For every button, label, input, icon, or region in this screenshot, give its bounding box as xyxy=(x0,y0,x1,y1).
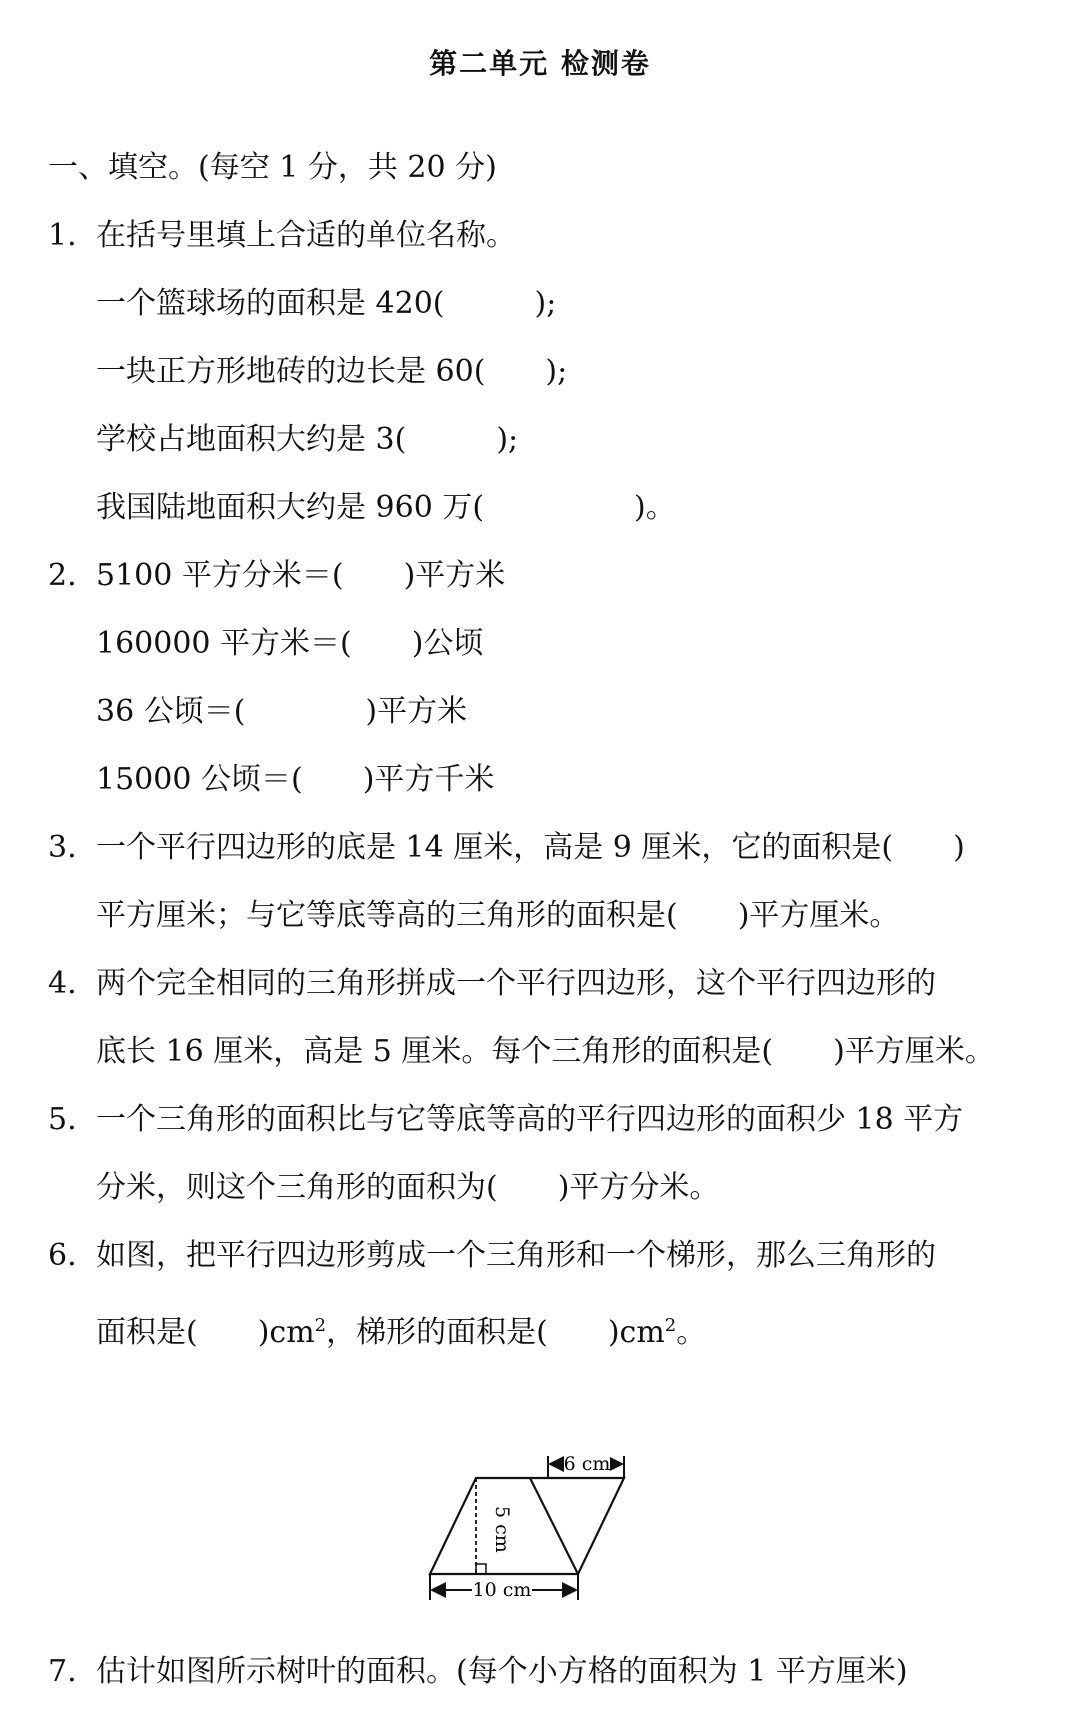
question-number: 1. xyxy=(48,218,77,253)
item-text: 学校占地面积大约是 3( xyxy=(96,422,407,457)
q1-item-b xyxy=(96,352,567,392)
q2-item-c xyxy=(96,692,467,732)
bottom-dimension-label: 10 cm xyxy=(472,1579,532,1601)
question-text: 两个完全相同的三角形拼成一个平行四边形，这个平行四边形的 xyxy=(96,966,936,1001)
superscript: 2 xyxy=(664,1315,677,1336)
q2-item-b xyxy=(96,624,483,664)
q1-item-d xyxy=(96,488,676,528)
question-text: 面积是( xyxy=(96,1315,198,1350)
q2-item-d xyxy=(96,760,494,800)
question-text: )cm xyxy=(257,1315,315,1350)
top-dimension-label: 6 cm xyxy=(563,1453,611,1475)
question-4-line-2 xyxy=(96,1032,995,1072)
item-text: 160000 平方米＝( xyxy=(96,626,352,661)
item-text: ); xyxy=(534,286,557,321)
item-text: ); xyxy=(496,422,519,457)
question-5 xyxy=(48,1100,963,1140)
q1-item-c xyxy=(96,420,518,460)
question-text: 估计如图所示树叶的面积。(每个小方格的面积为 1 平方厘米) xyxy=(96,1654,908,1689)
page-title: 第二单元 检测卷 xyxy=(429,47,651,80)
item-text: )平方米 xyxy=(403,558,506,593)
question-6 xyxy=(48,1236,936,1276)
question-4 xyxy=(48,964,936,1004)
question-number: 4. xyxy=(48,966,77,1001)
question-number: 7. xyxy=(48,1654,77,1689)
question-text: ) xyxy=(953,830,965,865)
question-text: ，梯形的面积是( xyxy=(326,1315,548,1350)
question-6-line-2 xyxy=(96,1306,706,1353)
question-text: 。 xyxy=(676,1315,707,1350)
question-text: )平方分米。 xyxy=(557,1170,720,1205)
cut-line xyxy=(530,1478,578,1574)
question-7 xyxy=(48,1652,908,1692)
q1-item-a xyxy=(96,284,556,324)
question-text: )平方厘米。 xyxy=(833,1034,995,1069)
section-heading: 一、填空。(每空 1 分，共 20 分) xyxy=(48,150,497,185)
question-5-line-2 xyxy=(96,1168,719,1208)
question-number: 6. xyxy=(48,1238,77,1273)
parallelogram-figure xyxy=(426,1448,656,1604)
question-text: 一个平行四边形的底是 14 厘米，高是 9 厘米，它的面积是( xyxy=(96,830,894,865)
question-number: 3. xyxy=(48,830,77,865)
question-number: 2. xyxy=(48,558,77,593)
question-text: )cm xyxy=(607,1315,665,1350)
question-text: 在括号里填上合适的单位名称。 xyxy=(96,218,516,253)
item-text: )平方米 xyxy=(365,694,468,729)
question-text: 如图，把平行四边形剪成一个三角形和一个梯形，那么三角形的 xyxy=(96,1238,936,1273)
item-text: 15000 公顷＝( xyxy=(96,762,303,797)
height-label: 5 cm xyxy=(491,1506,513,1553)
question-1 xyxy=(48,216,516,256)
item-text: )平方千米 xyxy=(362,762,495,797)
question-number: 5. xyxy=(48,1102,77,1137)
question-3 xyxy=(48,828,965,868)
item-text: )。 xyxy=(634,490,676,525)
item-text: 5100 平方分米＝( xyxy=(96,558,344,593)
question-3-line-2 xyxy=(96,896,899,936)
item-text: )公顷 xyxy=(411,626,484,661)
question-text: 分米，则这个三角形的面积为( xyxy=(96,1170,498,1205)
question-text: 底长 16 厘米，高是 5 厘米。每个三角形的面积是( xyxy=(96,1034,774,1069)
item-text: 一个篮球场的面积是 420( xyxy=(96,286,445,321)
parallelogram-outline xyxy=(430,1478,624,1574)
question-text: )平方厘米。 xyxy=(737,898,900,933)
item-text: 我国陆地面积大约是 960 万( xyxy=(96,490,485,525)
item-text: 36 公顷＝( xyxy=(96,694,246,729)
question-text: 一个三角形的面积比与它等底等高的平行四边形的面积少 18 平方 xyxy=(96,1102,964,1137)
item-text: 一块正方形地砖的边长是 60( xyxy=(96,354,486,389)
question-2 xyxy=(48,556,505,596)
item-text: ); xyxy=(545,354,568,389)
superscript: 2 xyxy=(314,1315,327,1336)
question-text: 平方厘米；与它等底等高的三角形的面积是( xyxy=(96,898,678,933)
right-angle-mark xyxy=(476,1564,486,1574)
